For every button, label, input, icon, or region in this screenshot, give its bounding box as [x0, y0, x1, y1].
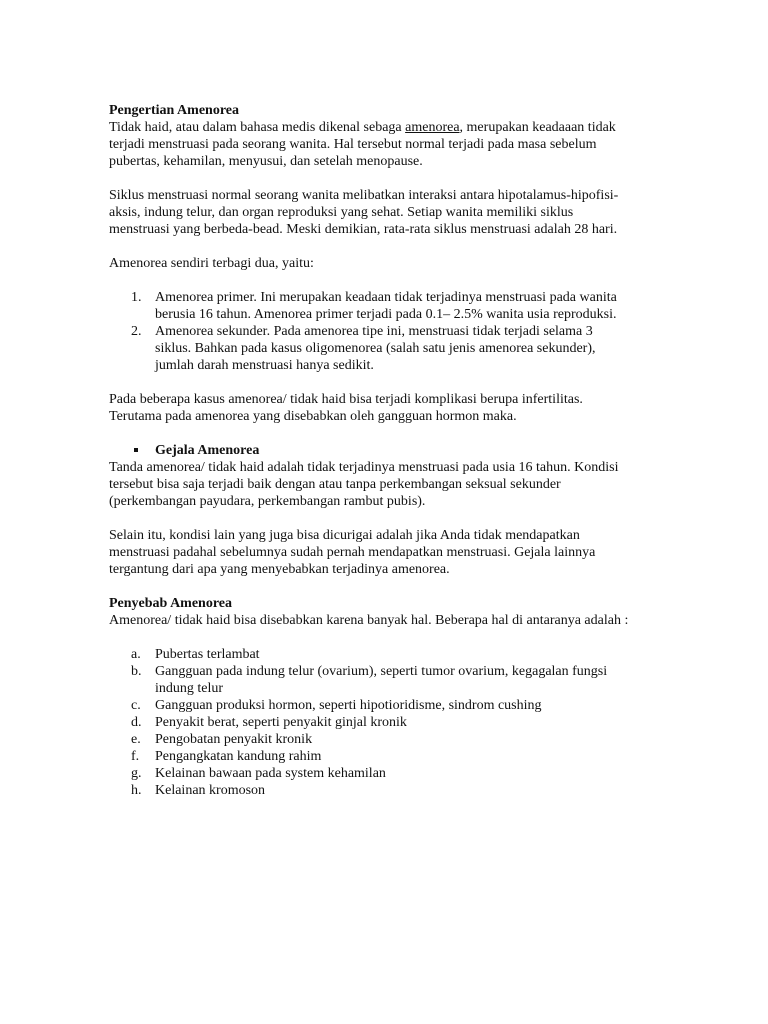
- list-item-text: Kelainan kromoson: [155, 783, 266, 798]
- list-marker: 2.: [131, 324, 142, 339]
- section-heading-text: Gejala Amenorea: [155, 443, 260, 458]
- list-marker: c.: [131, 698, 141, 713]
- list-item-text: Pengobatan penyakit kronik: [155, 732, 313, 747]
- list-item-text: Penyakit berat, seperti penyakit ginjal kronik: [155, 715, 407, 730]
- list-item-text: Amenorea sekunder. Pada amenorea tipe ini, menstruasi tidak terjadi selama 3 siklus. Bahkan pada kasus oligomenorea (salah satu jenis amenorea sekunder), jumlah darah menstruasi hanya sedikit.: [155, 324, 596, 373]
- list-item: [109, 697, 629, 714]
- paragraph-cycle: Siklus menstruasi normal seorang wanita melibatkan interaksi antara hipotalamus-hipofisi-aksis, indung telur, dan organ reproduksi yang sehat. Setiap wanita memiliki siklus menstruasi yang berbeda-bead. Meski demikian, rata-rata siklus menstruasi adalah 28 hari.: [109, 188, 619, 237]
- paragraph-definition: [109, 119, 629, 170]
- list-marker: e.: [131, 732, 141, 747]
- paragraph-types-intro: Amenorea sendiri terbagi dua, yaitu:: [109, 256, 314, 271]
- list-item: [109, 782, 629, 799]
- list-item: [109, 765, 629, 782]
- amenorea-link[interactable]: amenorea: [405, 120, 460, 135]
- square-bullet-icon: [134, 448, 138, 452]
- paragraph-text: Tidak haid, atau dalam bahasa medis dikenal sebaga: [109, 120, 406, 135]
- list-marker: f.: [131, 749, 140, 764]
- list-marker: h.: [131, 783, 142, 798]
- numbered-list-types: [109, 289, 629, 374]
- list-marker: b.: [131, 664, 142, 679]
- list-item-text: Pubertas terlambat: [155, 647, 260, 662]
- section-heading-gejala: [109, 442, 629, 459]
- list-item-text: Gangguan produksi hormon, seperti hipotioridisme, sindrom cushing: [155, 698, 542, 713]
- paragraph-symptoms: Tanda amenorea/ tidak haid adalah tidak terjadinya menstruasi pada usia 16 tahun. Kondisi tersebut bisa saja terjadi baik dengan atau tanpa perkembangan seksual sekunder (perkembangan payudara, perkembangan rambut pubis).: [109, 460, 619, 509]
- list-item: [109, 714, 629, 731]
- list-item-text: Gangguan pada indung telur (ovarium), seperti tumor ovarium, kegagalan fungsi indung telur: [155, 664, 608, 696]
- list-item: [109, 289, 629, 323]
- list-item: [109, 323, 629, 374]
- list-marker: g.: [131, 766, 142, 781]
- list-marker: 1.: [131, 290, 142, 305]
- paragraph-causes-intro: Amenorea/ tidak haid bisa disebabkan karena banyak hal. Beberapa hal di antaranya adalah :: [109, 613, 629, 628]
- list-item: [109, 646, 629, 663]
- list-item-text: Amenorea primer. Ini merupakan keadaan tidak terjadinya menstruasi pada wanita berusia 16 tahun. Amenorea primer terjadi pada 0.1– 2.5% wanita usia reproduksi.: [155, 290, 617, 322]
- list-item: [109, 731, 629, 748]
- lettered-list-causes: [109, 646, 629, 799]
- list-marker: a.: [131, 647, 141, 662]
- paragraph-complication: Pada beberapa kasus amenorea/ tidak haid bisa terjadi komplikasi berupa infertilitas. Terutama pada amenorea yang disebabkan oleh gangguan hormon maka.: [109, 392, 583, 424]
- section-heading-penyebab: Penyebab Amenorea: [109, 596, 233, 611]
- list-item-text: Pengangkatan kandung rahim: [155, 749, 322, 764]
- list-item-text: Kelainan bawaan pada system kehamilan: [155, 766, 386, 781]
- paragraph-text: , merupakan keadaaan tidak terjadi menstruasi pada seorang wanita. Hal tersebut normal terjadi pada masa sebelum pubertas, kehamilan, menyusui, dan setelah menopause.: [109, 120, 616, 169]
- list-item: [109, 748, 629, 765]
- list-item: [109, 663, 629, 697]
- section-heading-pengertian: Pengertian Amenorea: [109, 103, 239, 118]
- document-body: [109, 102, 629, 799]
- paragraph-other-symptoms: Selain itu, kondisi lain yang juga bisa dicurigai adalah jika Anda tidak mendapatkan menstruasi padahal sebelumnya sudah pernah mendapatkan menstruasi. Gejala lainnya tergantung dari apa yang menyebabkan terjadinya amenorea.: [109, 528, 596, 577]
- list-marker: d.: [131, 715, 142, 730]
